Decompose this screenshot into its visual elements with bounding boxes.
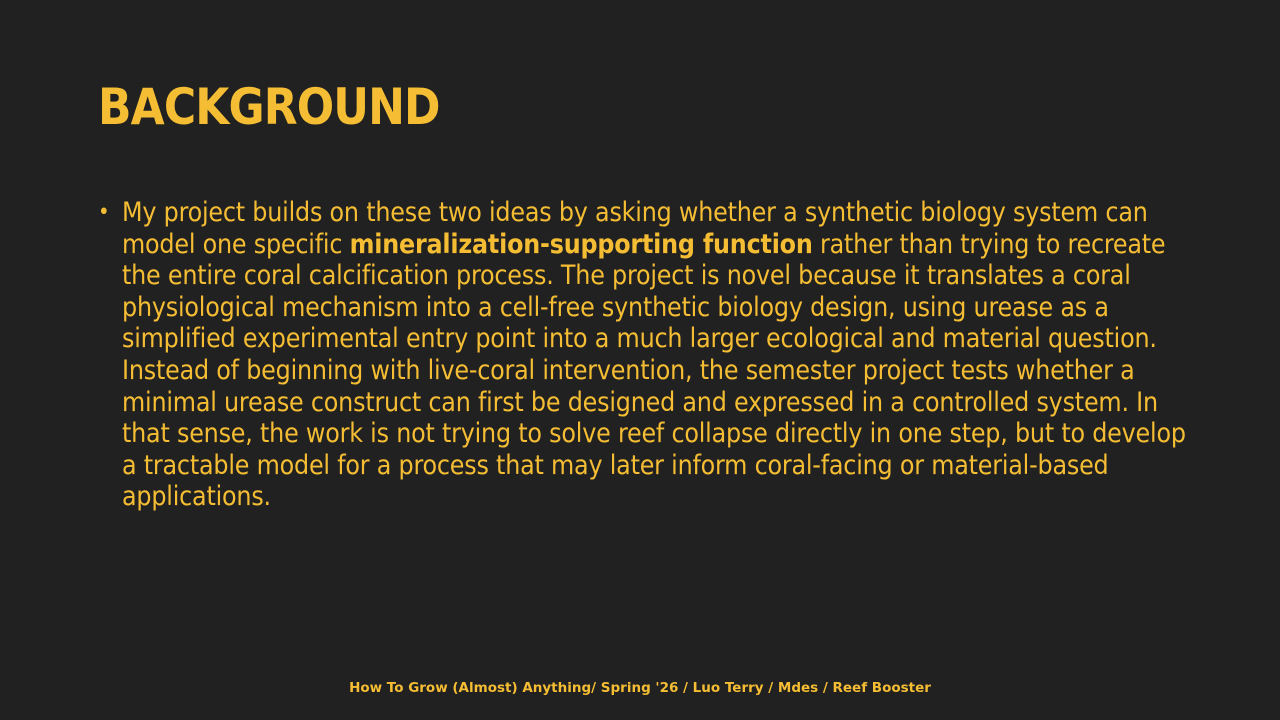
bullet-list: [98, 197, 1188, 513]
slide-title: BACKGROUND: [98, 78, 440, 136]
slide-footer: How To Grow (Almost) Anything/ Spring '26 / Luo Terry / Mdes / Reef Booster: [349, 680, 931, 696]
bullet-text-before: My project builds on these two ideas by asking whether a synthetic biology system can model one specific: [122, 197, 1148, 260]
bullet-item: [98, 197, 1188, 513]
bullet-text-after: rather than trying to recreate the entire coral calcification process. The project is novel because it translates a coral physiological mechanism into a cell-free synthetic biology design, using urease as a simplified experimental entry point into a much larger ecological and material question. Instead of beginning with live-coral intervention, the semester project tests whether a minimal urease construct can first be designed and expressed in a controlled system. In that sense, the work is not trying to solve reef collapse directly in one step, but to develop a tractable model for a process that may later inform coral-facing or material-based applications.: [122, 228, 1186, 513]
bullet-bold-text: mineralization-supporting function: [349, 228, 813, 260]
bullet-marker: •: [98, 200, 110, 225]
